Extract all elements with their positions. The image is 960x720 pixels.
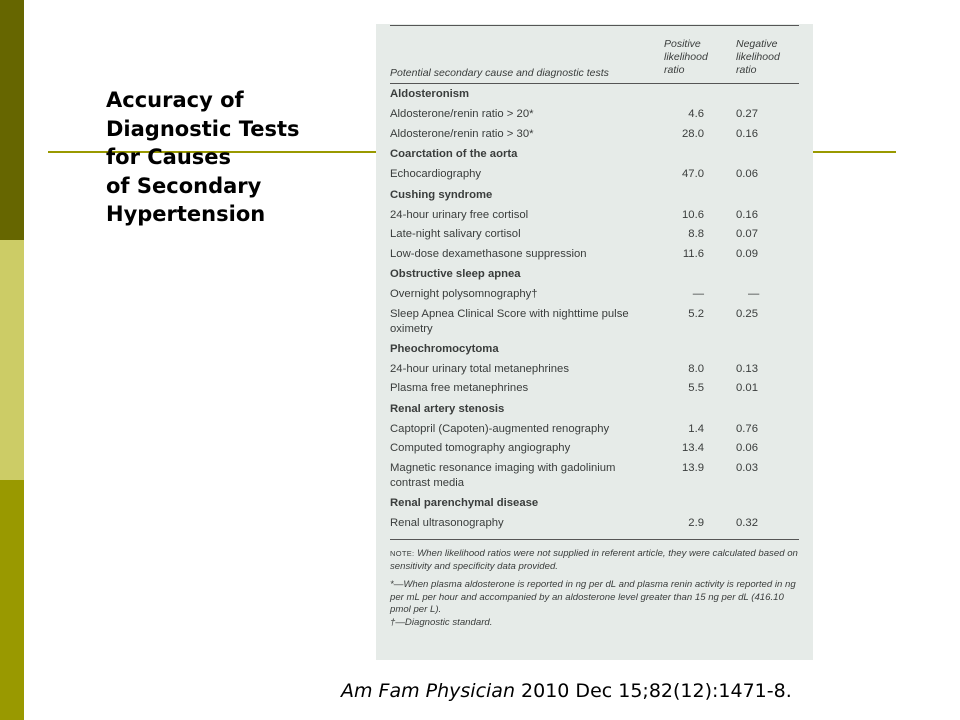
- note-dagger: †—Diagnostic standard.: [390, 616, 493, 628]
- slide-title-line: for Causes: [106, 145, 232, 169]
- test-name: Aldosterone/renin ratio > 20*: [390, 108, 534, 120]
- table-row: [390, 305, 799, 339]
- test-name: Overnight polysomnography†: [390, 288, 538, 300]
- section-heading: Renal parenchymal disease: [390, 496, 539, 509]
- table-header: [390, 26, 799, 83]
- negative-lr: 0.16: [736, 127, 758, 140]
- positive-lr: 2.9: [688, 516, 704, 529]
- negative-lr: —: [748, 288, 760, 300]
- table-row: [390, 245, 799, 265]
- negative-lr: 0.32: [736, 516, 758, 529]
- decorative-bar-middle: [0, 240, 24, 480]
- table-row: [390, 225, 799, 245]
- test-name: Renal ultrasonography: [390, 516, 504, 529]
- test-name: Sleep Apnea Clinical Score with nighttime pulse oximetry: [390, 307, 629, 335]
- positive-lr: 13.4: [682, 442, 704, 454]
- test-name: Low-dose dexamethasone suppression: [390, 247, 587, 260]
- positive-lr: 1.4: [688, 422, 704, 435]
- decorative-bar-top: [0, 0, 24, 240]
- note-label: NOTE:: [390, 549, 415, 558]
- test-name: Plasma free metanephrines: [390, 382, 529, 394]
- table-row: [390, 165, 799, 185]
- test-name: Captopril (Capoten)-augmented renography: [390, 422, 610, 435]
- negative-lr: 0.03: [736, 461, 758, 474]
- test-name: Late-night salivary cortisol: [390, 228, 521, 240]
- header-negative-lr: Negative likelihood ratio: [736, 38, 780, 76]
- test-name: Magnetic resonance imaging with gadolinium contrast media: [390, 461, 616, 489]
- positive-lr: 8.8: [688, 228, 704, 240]
- test-name: Aldosterone/renin ratio > 30*: [390, 127, 534, 140]
- table-row: [390, 379, 799, 399]
- note-text: When likelihood ratios were not supplied in referent article, they were calculated based on sensitivity and specificity data provided.: [390, 548, 798, 572]
- positive-lr: 47.0: [682, 168, 704, 180]
- section-heading: Pheochromocytoma: [390, 342, 499, 355]
- table-row: [390, 125, 799, 145]
- slide-title-line: Diagnostic Tests: [106, 116, 300, 141]
- table-row: [390, 439, 799, 459]
- section-heading: Obstructive sleep apnea: [390, 268, 521, 280]
- table-row: [390, 514, 799, 534]
- positive-lr: 10.6: [682, 208, 704, 221]
- test-name: Computed tomography angiography: [390, 442, 571, 454]
- table-body: [390, 84, 799, 533]
- slide-title-line: Accuracy of: [106, 88, 244, 112]
- table-row: [390, 420, 799, 440]
- negative-lr: 0.27: [736, 108, 758, 120]
- decorative-bar-bottom: [0, 480, 24, 720]
- citation-journal: Am Fam Physician: [341, 680, 515, 702]
- positive-lr: 13.9: [682, 461, 704, 474]
- likelihood-ratio-table: [376, 24, 813, 660]
- table-row: [390, 360, 799, 380]
- section-heading: Aldosteronism: [390, 88, 470, 100]
- table-notes: [390, 548, 799, 629]
- negative-lr: 0.06: [736, 442, 758, 454]
- table-row: [390, 206, 799, 226]
- negative-lr: 0.76: [736, 422, 758, 435]
- negative-lr: 0.01: [736, 382, 758, 394]
- positive-lr: 28.0: [682, 127, 704, 140]
- section-heading: Coarctation of the aorta: [390, 148, 518, 160]
- positive-lr: 5.2: [688, 307, 704, 320]
- note-general: [390, 548, 799, 573]
- positive-lr: 5.5: [688, 382, 704, 394]
- table-row: [390, 105, 799, 125]
- citation: [341, 680, 792, 702]
- citation-reference: 2010 Dec 15;82(12):1471-8.: [515, 680, 792, 702]
- positive-lr: 8.0: [688, 362, 704, 375]
- positive-lr: 4.6: [688, 108, 704, 120]
- negative-lr: 0.13: [736, 362, 758, 375]
- section-heading: Cushing syndrome: [390, 188, 493, 201]
- table-row: [390, 459, 799, 493]
- note-asterisk: *—When plasma aldosterone is reported in ng per dL and plasma renin activity is reported in ng per mL per hour and accompanied by an aldosterone level greater than 15 ng per dL (416.10 pmol per L).: [390, 579, 796, 615]
- negative-lr: 0.09: [736, 247, 758, 260]
- header-cause: Potential secondary cause and diagnostic tests: [390, 67, 609, 79]
- slide-title-line: of Secondary: [106, 173, 262, 198]
- header-positive-lr: Positive likelihood ratio: [664, 38, 708, 76]
- table-row: [390, 285, 799, 305]
- negative-lr: 0.25: [736, 307, 758, 320]
- positive-lr: 11.6: [682, 247, 704, 260]
- slide-title-line: Hypertension: [106, 202, 266, 226]
- test-name: Echocardiography: [390, 168, 482, 180]
- test-name: 24-hour urinary total metanephrines: [390, 362, 569, 375]
- slide-title: [106, 86, 366, 229]
- title-divider-right: [813, 151, 896, 153]
- negative-lr: 0.06: [736, 168, 758, 180]
- table-bottom-rule: [390, 539, 799, 540]
- negative-lr: 0.07: [736, 228, 758, 240]
- section-heading: Renal artery stenosis: [390, 402, 505, 415]
- test-name: 24-hour urinary free cortisol: [390, 208, 529, 221]
- positive-lr: —: [692, 288, 704, 300]
- negative-lr: 0.16: [736, 208, 758, 221]
